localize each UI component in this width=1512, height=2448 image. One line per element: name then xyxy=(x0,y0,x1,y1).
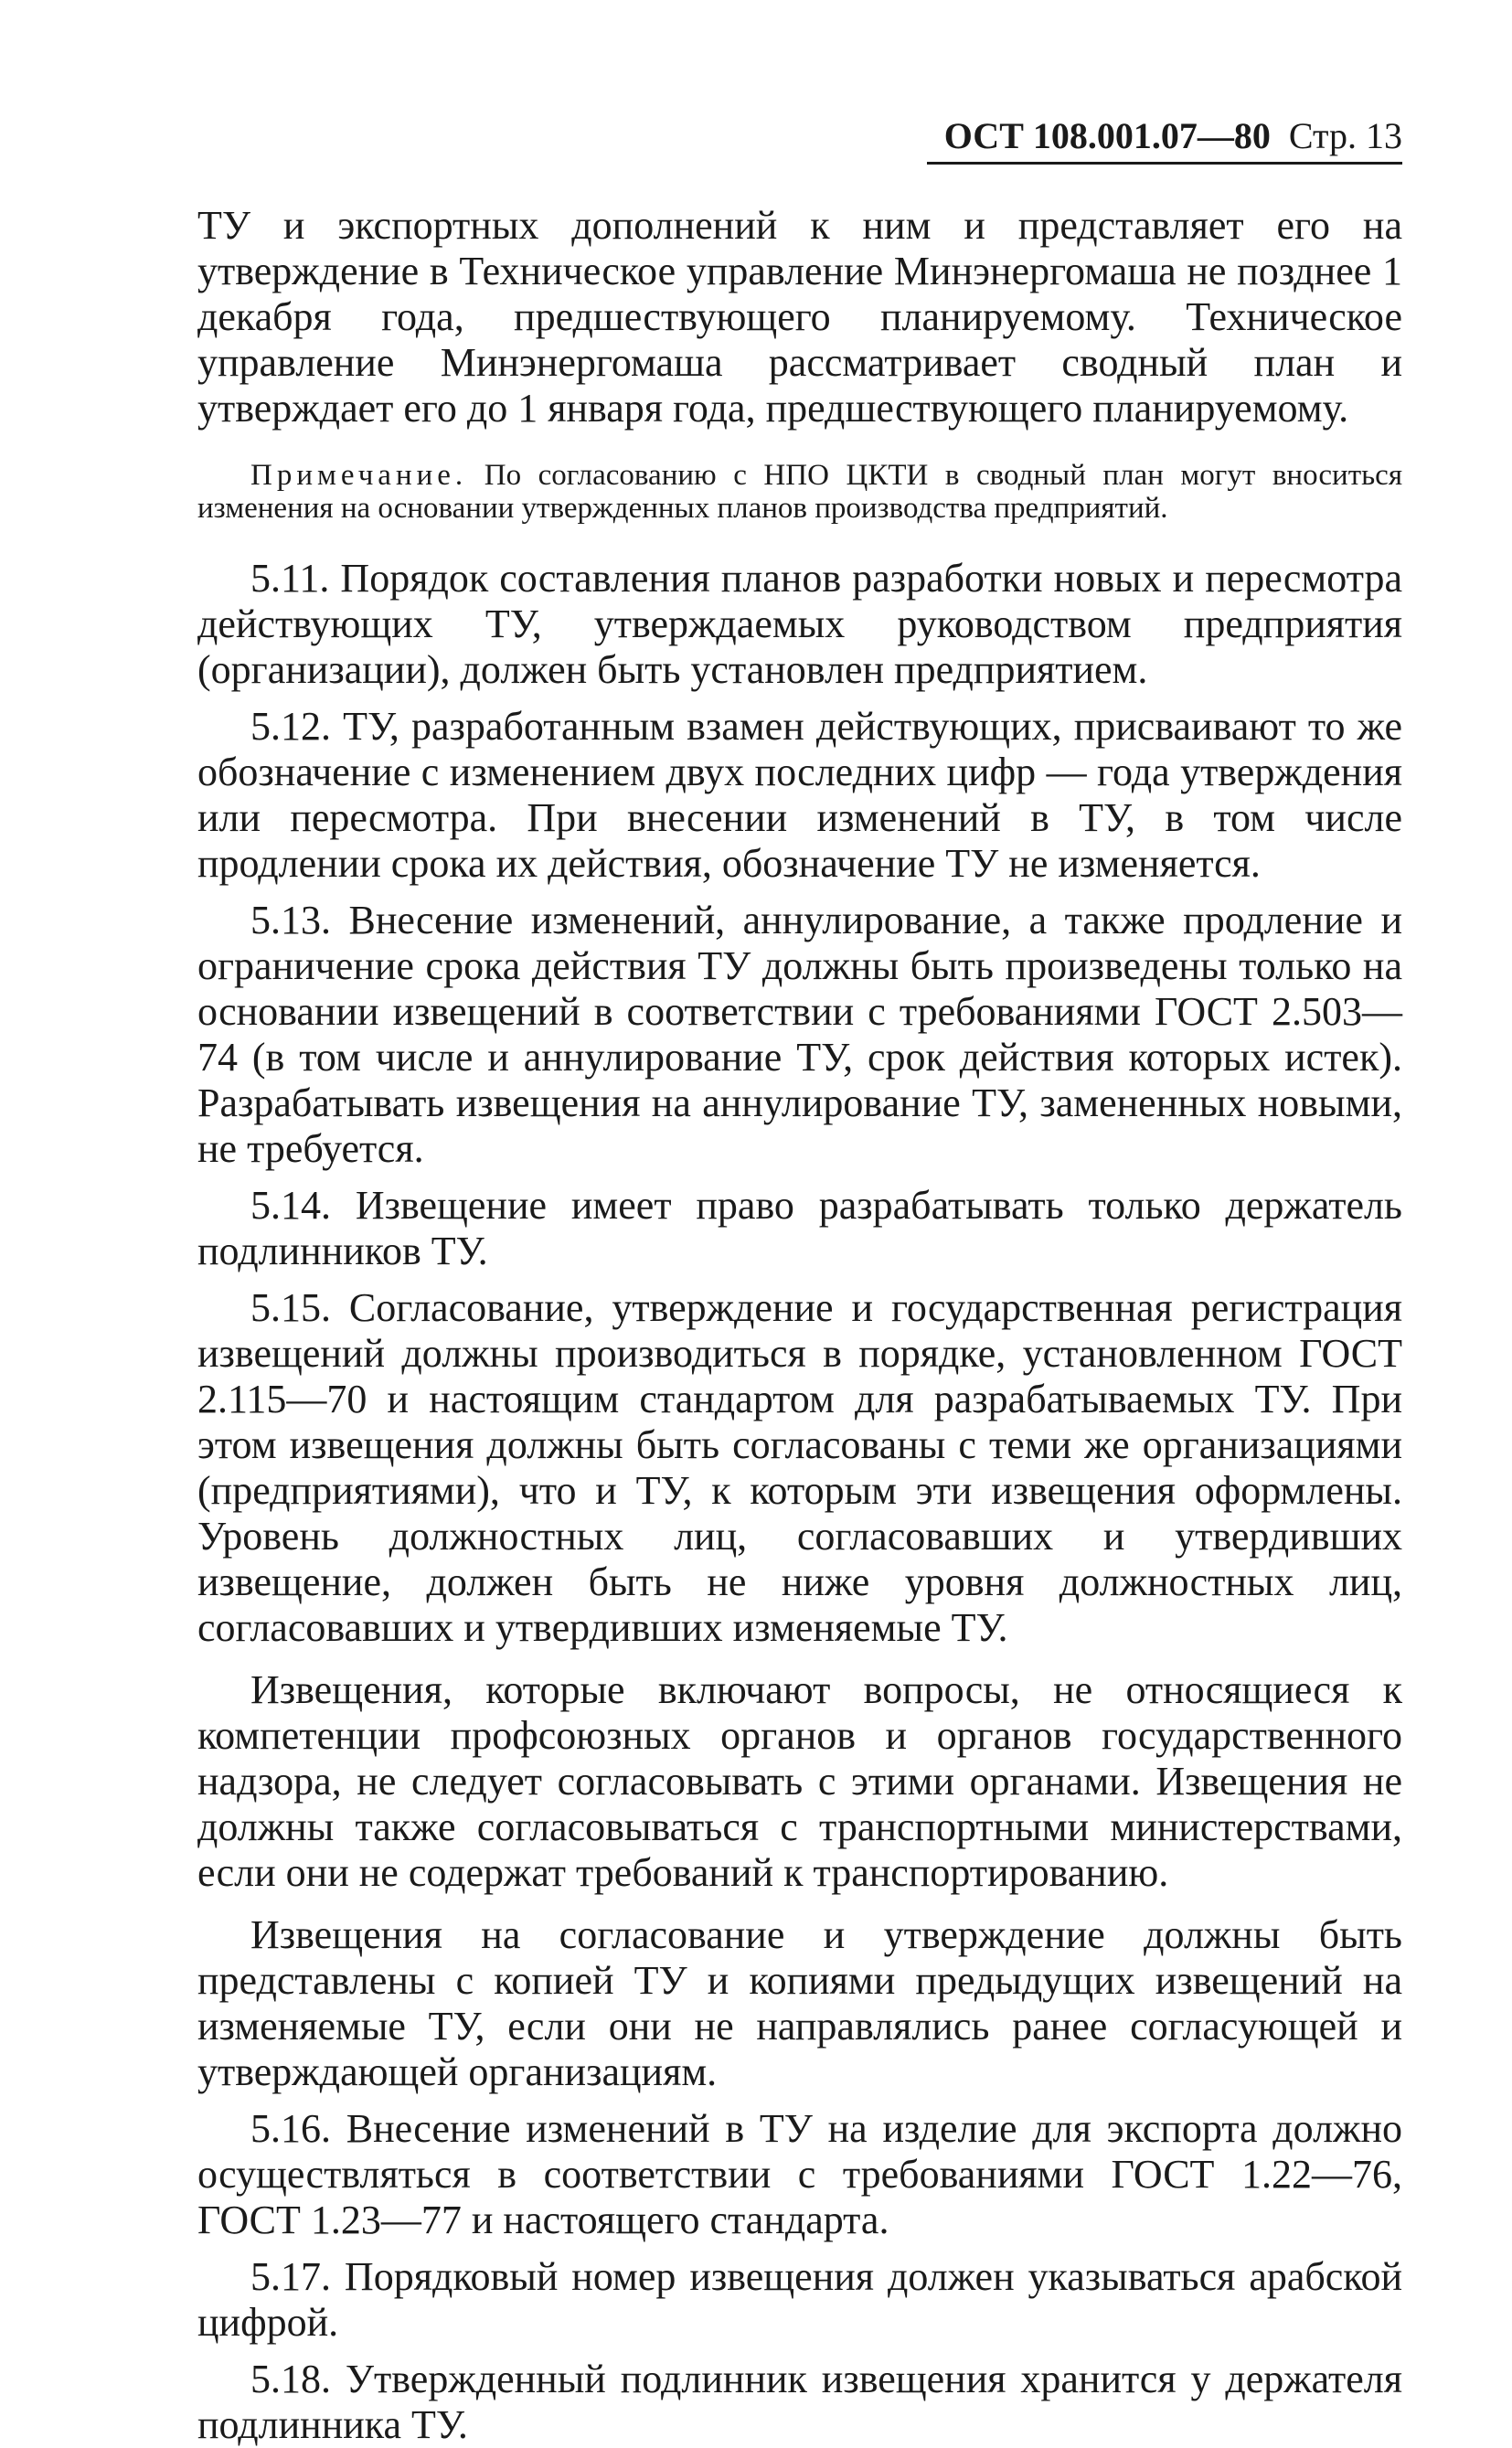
page-header xyxy=(927,114,1402,165)
paragraph-notices-submission: Извещения на согласование и утверждение должны быть представлены с копией ТУ и копиями предыдущих извещений на изменяемые ТУ, если они не направлялись ранее согласующей и утверждающей организациям. xyxy=(197,1912,1402,2094)
paragraph-intro: ТУ и экспортных дополнений к ним и представляет его на утверждение в Техническое управление Минэнергомаша не позднее 1 декабря года, предшествующего планируемому. Техническое управление Минэнергомаша рассматривает сводный план и утверждает его до 1 января года, предшествующего планируемому. xyxy=(197,203,1402,431)
paragraph-notices-approval: Извещения, которые включают вопросы, не относящиеся к компетенции профсоюзных органов и органов государственного надзора, не следует согласовывать с этими органами. Извещения не должны также согласовываться с транспортными министерствами, если они не содержат требований к транспортированию. xyxy=(197,1667,1402,1895)
note-text: По согласованию с НПО ЦКТИ в сводный план могут вноситься изменения на основании утвержденных планов производства предприятий. xyxy=(197,459,1402,525)
clause-5-11: 5.11. Порядок составления планов разработки новых и пересмотра действующих ТУ, утверждаемых руководством предприятия (организации), должен быть установлен предприятием. xyxy=(197,556,1402,692)
document-page xyxy=(197,114,1402,2448)
clause-5-13: 5.13. Внесение изменений, аннулирование, а также продление и ограничение срока действия ТУ должны быть произведены только на основании извещений в соответствии с требованиями ГОСТ 2.503—74 (в том числе и аннулирование ТУ, срок действия которых истек). Разрабатывать извещения на аннулирование ТУ, замененных новыми, не требуется. xyxy=(197,898,1402,1171)
standard-code: ОСТ 108.001.07—80 xyxy=(943,115,1271,156)
page-number: Стр. 13 xyxy=(1288,115,1402,156)
note-label: Примечание. xyxy=(250,459,468,492)
clause-5-12: 5.12. ТУ, разработанным взамен действующих, присваивают то же обозначение с изменением двух последних цифр — года утверждения или пересмотра. При внесении изменений в ТУ, в том числе продлении срока их действия, обозначение ТУ не изменяется. xyxy=(197,704,1402,886)
clause-5-18: 5.18. Утвержденный подлинник извещения хранится у держателя подлинника ТУ. xyxy=(197,2357,1402,2447)
note xyxy=(197,459,1402,525)
clause-5-17: 5.17. Порядковый номер извещения должен указываться арабской цифрой. xyxy=(197,2254,1402,2345)
clause-5-15: 5.15. Согласование, утверждение и государственная регистрация извещений должны производиться в порядке, установленном ГОСТ 2.115—70 и настоящим стандартом для разрабатываемых ТУ. При этом извещения должны быть согласованы с теми же организациями (предприятиями), что и ТУ, к которым эти извещения оформлены. Уровень должностных лиц, согласовавших и утвердивших извещение, должен быть не ниже уровня должностных лиц, согласовавших и утвердивших изменяемые ТУ. xyxy=(197,1285,1402,1650)
clause-5-14: 5.14. Извещение имеет право разрабатывать только держатель подлинников ТУ. xyxy=(197,1183,1402,1273)
clause-5-16: 5.16. Внесение изменений в ТУ на изделие для экспорта должно осуществляться в соответствии с требованиями ГОСТ 1.22—76, ГОСТ 1.23—77 и настоящего стандарта. xyxy=(197,2106,1402,2242)
